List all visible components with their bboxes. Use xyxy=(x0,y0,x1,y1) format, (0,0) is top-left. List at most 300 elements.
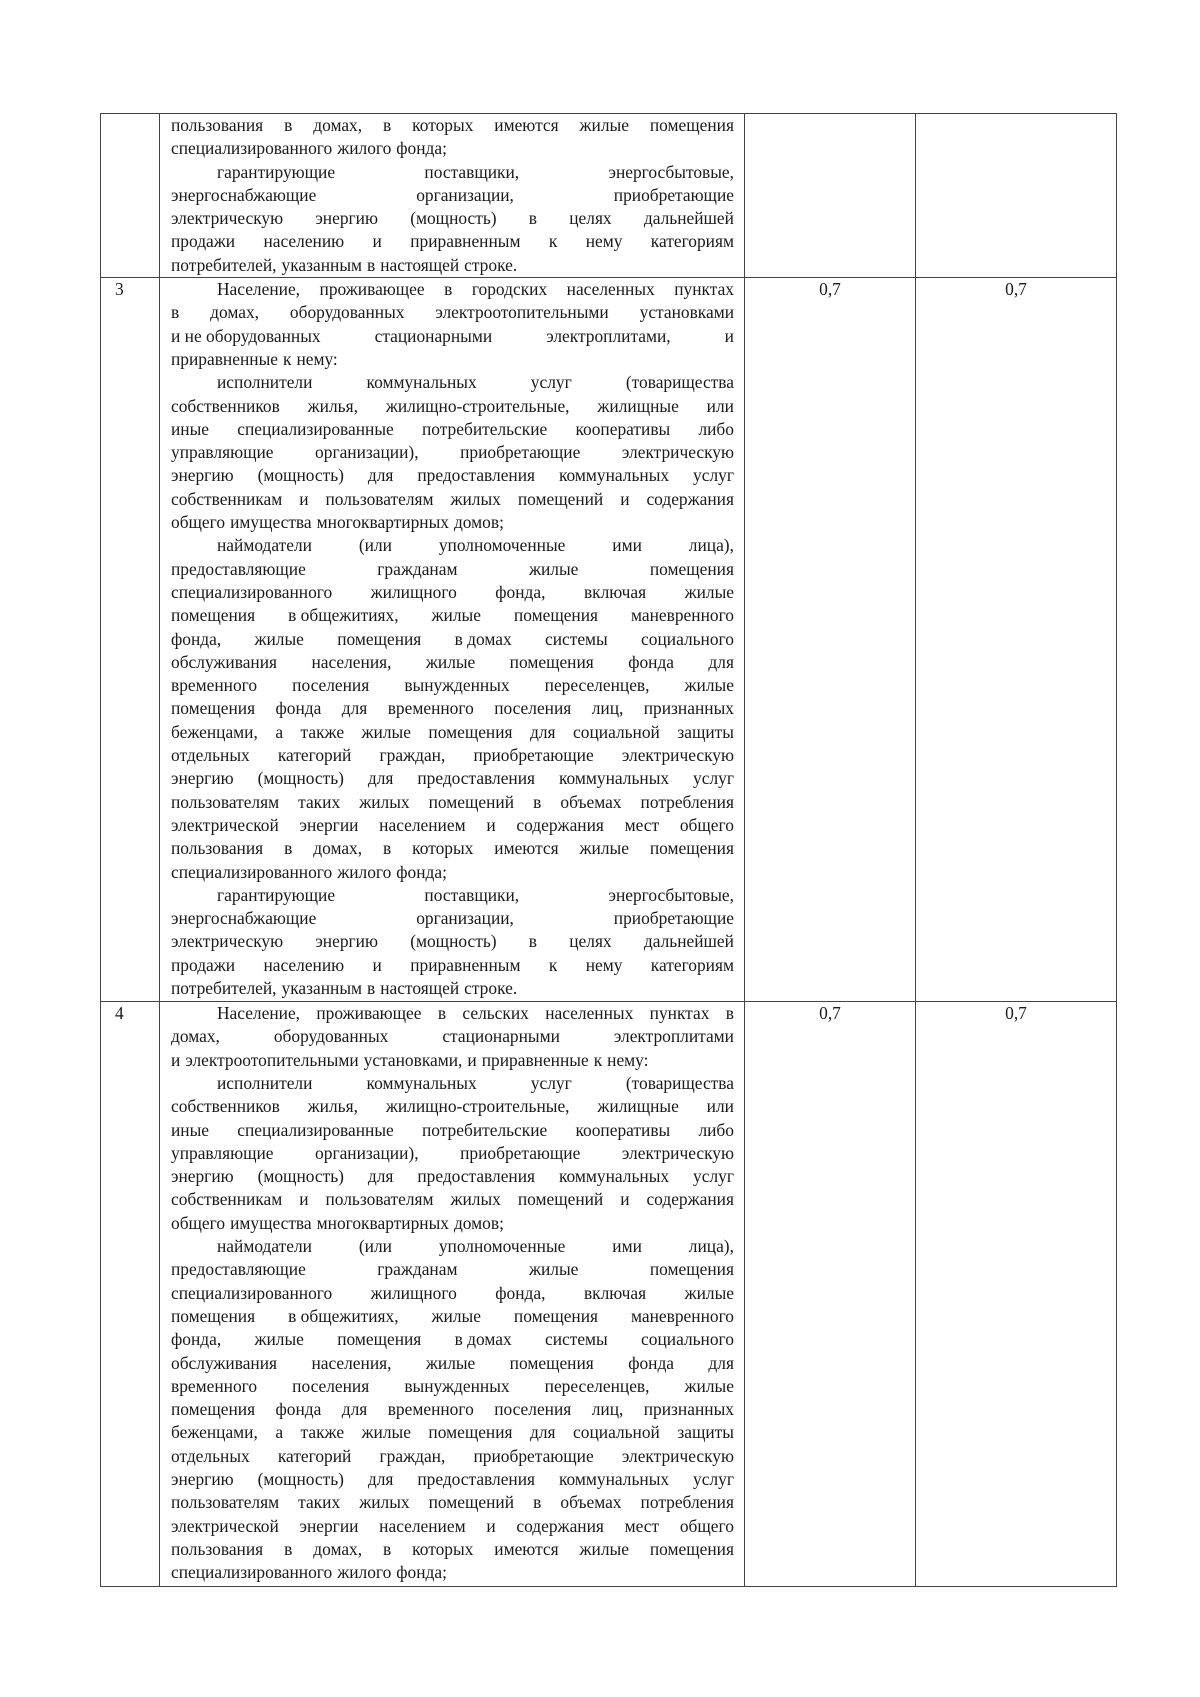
text-word: приравненные xyxy=(171,348,278,369)
text-word: содержания xyxy=(516,814,604,835)
text-line xyxy=(171,207,734,230)
text-word: также xyxy=(300,1422,345,1443)
text-word: жилищного xyxy=(370,581,457,602)
text-word: жилого xyxy=(337,138,392,159)
text-word: помещения xyxy=(509,1352,594,1373)
text-word: лица), xyxy=(688,1236,734,1257)
text-word: энергоснабжающие xyxy=(171,184,317,205)
description-paragraph xyxy=(171,534,734,883)
text-word: строке. xyxy=(464,977,518,998)
text-word: жилые xyxy=(684,1375,734,1396)
text-word: населением xyxy=(379,1515,466,1536)
text-word: наймодатели xyxy=(217,535,312,556)
text-word: домах, xyxy=(313,1538,363,1559)
text-word: фонда; xyxy=(396,861,447,882)
row-description xyxy=(160,1002,745,1587)
text-word: отдельных xyxy=(171,745,250,766)
text-line xyxy=(171,1375,734,1398)
text-word: энергию xyxy=(171,1166,234,1187)
text-word: социальной xyxy=(573,1422,660,1443)
text-line xyxy=(171,325,734,348)
text-word: электрическую xyxy=(621,1142,734,1163)
text-line xyxy=(171,907,734,930)
table-row xyxy=(101,1002,1117,1587)
text-word: помещения xyxy=(171,1305,256,1326)
text-word: приобретающие xyxy=(473,745,594,766)
text-word: потребительские xyxy=(421,418,548,439)
text-word: жилые xyxy=(254,1329,304,1350)
text-word: и xyxy=(620,1189,630,1210)
text-word: жилые xyxy=(684,675,734,696)
text-word: и xyxy=(486,1515,496,1536)
text-word: организации, xyxy=(416,908,514,929)
text-word: помещений xyxy=(428,1492,515,1513)
text-word: а xyxy=(275,1422,284,1443)
text-line xyxy=(171,837,734,860)
text-word: указанным xyxy=(281,254,363,275)
coefficient-value-1: 0,7 xyxy=(745,1002,916,1587)
text-word: приравненным xyxy=(410,231,521,252)
text-word: таких xyxy=(298,1492,341,1513)
coefficient-value-1: 0,7 xyxy=(745,278,916,1002)
text-word: пользования xyxy=(171,115,264,135)
text-word: содержания xyxy=(646,488,734,509)
text-word: электроплитами xyxy=(613,1026,734,1047)
description-paragraph xyxy=(171,1002,734,1072)
text-word: для xyxy=(367,1166,394,1187)
text-word: для xyxy=(708,651,734,672)
text-word: гражданам xyxy=(377,1259,458,1280)
text-word: к xyxy=(282,348,292,369)
text-word: для xyxy=(367,465,394,486)
text-word: временного xyxy=(387,1399,474,1420)
text-word: для xyxy=(367,768,394,789)
text-line xyxy=(171,1561,734,1584)
text-word: помещения xyxy=(509,651,594,672)
text-word: а xyxy=(275,721,284,742)
text-word: уполномоченные xyxy=(438,535,566,556)
text-word: переселенцев, xyxy=(544,1375,650,1396)
text-word: специализированного xyxy=(171,861,333,882)
text-word: общего xyxy=(171,512,226,533)
text-word: для xyxy=(367,1469,394,1490)
description-paragraph xyxy=(171,114,734,161)
text-word: коммунальных xyxy=(558,465,670,486)
text-word: для xyxy=(708,1352,734,1373)
text-word: фонда xyxy=(275,698,322,719)
text-word: которых xyxy=(412,115,474,135)
text-word: в xyxy=(383,838,392,859)
text-word: беженцами, xyxy=(171,721,258,742)
text-word: или xyxy=(706,395,734,416)
text-line xyxy=(171,814,734,837)
text-word: (или xyxy=(358,535,392,556)
text-word: фонда; xyxy=(396,138,447,159)
text-word: приобретающие xyxy=(613,908,734,929)
text-word: электрическую xyxy=(621,1445,734,1466)
text-word: в xyxy=(444,279,453,300)
text-word: фонда, xyxy=(171,1329,222,1350)
text-word: населением xyxy=(379,814,466,835)
row-number: 3 xyxy=(101,278,160,1002)
text-word: предоставления xyxy=(417,768,536,789)
text-line xyxy=(171,861,734,884)
text-word: жилые xyxy=(425,651,476,672)
text-word: жилые xyxy=(528,1259,579,1280)
text-line xyxy=(171,395,734,418)
text-word: населению xyxy=(263,954,345,975)
text-word: специализированного xyxy=(171,138,333,159)
text-word: фонда; xyxy=(396,1562,447,1583)
text-line xyxy=(171,674,734,697)
text-word: (мощность) xyxy=(257,465,344,486)
text-word: категориям xyxy=(650,954,734,975)
text-word: приобретающие xyxy=(473,1445,594,1466)
text-word: помещений xyxy=(517,1189,604,1210)
text-word: помещения xyxy=(649,1538,734,1559)
text-word: энергию xyxy=(171,768,234,789)
text-line xyxy=(171,1328,734,1351)
text-word: услуг xyxy=(530,1072,572,1093)
text-word: в xyxy=(383,1538,392,1559)
text-word: в общежитиях, xyxy=(288,605,399,626)
text-word: (мощность) xyxy=(257,1166,344,1187)
text-word: системы xyxy=(544,628,608,649)
text-line xyxy=(171,1515,734,1538)
text-word: стационарными xyxy=(442,1026,560,1047)
text-line xyxy=(171,1305,734,1328)
text-word: населения, xyxy=(311,651,392,672)
text-word: жилых xyxy=(450,1189,501,1210)
text-word: помещений xyxy=(428,791,515,812)
text-word: поселения xyxy=(292,675,370,696)
text-word: специализированные xyxy=(237,418,394,439)
text-word: помещения xyxy=(171,1399,256,1420)
text-line xyxy=(171,884,734,907)
text-word: обслуживания xyxy=(171,651,278,672)
text-word: энергоснабжающие xyxy=(171,908,317,929)
text-word: предоставления xyxy=(417,465,536,486)
text-word: помещения xyxy=(649,838,734,859)
text-word: социального xyxy=(641,628,734,649)
text-word: пользования xyxy=(171,838,264,859)
text-word: жилые xyxy=(361,721,411,742)
description-paragraph xyxy=(171,278,734,371)
text-word: многоквартирных xyxy=(316,512,449,533)
coefficient-value-2: 0,7 xyxy=(916,1002,1117,1587)
text-word: либо xyxy=(698,1119,734,1140)
text-word: в xyxy=(284,1538,293,1559)
text-word: поселения xyxy=(494,698,572,719)
text-line xyxy=(171,534,734,557)
text-word: (товарищества xyxy=(625,372,734,393)
text-word: коммунальных xyxy=(558,1166,670,1187)
text-line xyxy=(171,184,734,207)
text-word: оборудованных xyxy=(273,1026,389,1047)
text-word: нему xyxy=(585,231,623,252)
description-paragraph xyxy=(171,1235,734,1584)
text-line xyxy=(171,418,734,441)
text-word: мест xyxy=(624,814,660,835)
text-word: помещения xyxy=(649,1259,734,1280)
text-line xyxy=(171,1072,734,1095)
text-word: организации), xyxy=(315,442,419,463)
text-word: потребительские xyxy=(421,1119,548,1140)
text-word: потребления xyxy=(640,1492,734,1513)
text-word: признанных xyxy=(643,698,734,719)
text-word: жилые xyxy=(684,1282,734,1303)
text-word: помещения xyxy=(171,698,256,719)
text-word: защиты xyxy=(677,721,734,742)
text-word: отдельных xyxy=(171,1445,250,1466)
text-word: нему: xyxy=(607,1049,649,1070)
text-word: организации, xyxy=(416,184,514,205)
text-word: в xyxy=(367,977,376,998)
text-word: городских xyxy=(471,279,548,300)
text-line xyxy=(171,1282,734,1305)
text-word: (мощность) xyxy=(257,768,344,789)
text-line xyxy=(171,1002,734,1025)
text-word: в общежитиях, xyxy=(288,1305,399,1326)
text-word: для xyxy=(341,1399,368,1420)
text-line xyxy=(171,1538,734,1561)
text-word: включая xyxy=(583,1282,647,1303)
text-line xyxy=(171,1258,734,1281)
row-number: 4 xyxy=(101,1002,160,1587)
text-word: помещений xyxy=(517,488,604,509)
text-word: энергии xyxy=(299,814,359,835)
text-word: оборудованных xyxy=(289,302,405,323)
text-word: услуг xyxy=(693,1469,734,1490)
text-word: помещения xyxy=(649,115,734,135)
text-word: пользования xyxy=(171,1538,264,1559)
text-word: организации), xyxy=(315,1142,419,1163)
text-word: переселенцев, xyxy=(544,675,650,696)
text-line xyxy=(171,1119,734,1142)
text-word: управляющие xyxy=(171,1142,274,1163)
text-word: помещения xyxy=(513,1305,599,1326)
description-paragraph xyxy=(171,1072,734,1235)
text-word: электрической xyxy=(171,1515,279,1536)
text-word: электроотопительными xyxy=(185,1049,359,1070)
text-word: категориям xyxy=(650,231,734,252)
text-word: (мощность) xyxy=(257,1469,344,1490)
text-word: домов; xyxy=(453,1212,504,1233)
text-word: обслуживания xyxy=(171,1352,278,1373)
text-word: указанным xyxy=(281,977,363,998)
text-word: исполнители xyxy=(217,372,313,393)
text-line xyxy=(171,488,734,511)
description-paragraph xyxy=(171,161,734,277)
text-word: фонда, xyxy=(171,628,222,649)
text-line xyxy=(171,1025,734,1048)
text-word: фонда xyxy=(628,651,675,672)
text-word: установками, xyxy=(363,1049,463,1070)
text-word: фонда xyxy=(275,1399,322,1420)
text-word: жилые xyxy=(431,605,481,626)
text-word: домах, xyxy=(210,302,259,323)
text-word: системы xyxy=(544,1329,608,1350)
text-line xyxy=(171,721,734,744)
text-word: домах, xyxy=(313,115,363,135)
text-word: для xyxy=(530,721,556,742)
text-word: (мощность) xyxy=(410,931,497,952)
text-word: дальнейшей xyxy=(643,208,734,229)
text-word: энергосбытовые, xyxy=(608,161,734,182)
coefficient-value-2 xyxy=(916,114,1117,278)
text-word: общего xyxy=(171,1212,226,1233)
text-word: жилые xyxy=(431,1305,481,1326)
text-line xyxy=(171,137,734,160)
text-word: приобретающие xyxy=(460,1142,581,1163)
text-word: которых xyxy=(412,838,474,859)
text-line xyxy=(171,954,734,977)
coefficient-value-2: 0,7 xyxy=(916,278,1117,1002)
text-word: пользователям xyxy=(171,1492,280,1513)
text-word: домах, xyxy=(171,1026,220,1047)
text-word: специализированного xyxy=(171,1282,333,1303)
text-word: и xyxy=(299,488,309,509)
text-word: к xyxy=(548,231,558,252)
text-word: управляющие xyxy=(171,442,274,463)
text-line xyxy=(171,1188,734,1211)
text-word: иные xyxy=(171,418,210,439)
text-word: предоставляющие xyxy=(171,558,306,579)
text-word: приравненным xyxy=(410,954,521,975)
description-paragraph xyxy=(171,371,734,534)
text-word: в xyxy=(528,931,537,952)
text-line xyxy=(171,464,734,487)
text-line xyxy=(171,1142,734,1165)
text-word: электроплитами, xyxy=(546,325,671,346)
text-word: и xyxy=(372,231,382,252)
text-word: общего xyxy=(679,814,734,835)
text-line xyxy=(171,1468,734,1491)
text-word: в домах xyxy=(454,1329,512,1350)
text-word: общего xyxy=(679,1515,734,1536)
text-word: целях xyxy=(569,208,612,229)
text-word: исполнители xyxy=(217,1072,313,1093)
text-line xyxy=(171,254,734,277)
text-line xyxy=(171,977,734,1000)
text-word: приравненные xyxy=(481,1049,589,1070)
text-word: населению xyxy=(263,231,345,252)
text-word: специализированного xyxy=(171,581,333,602)
text-word: настоящей xyxy=(380,254,460,275)
text-word: поселения xyxy=(494,1399,572,1420)
text-word: к xyxy=(548,954,558,975)
text-word: жилые xyxy=(361,1422,411,1443)
text-line xyxy=(171,791,734,814)
text-word: услуг xyxy=(693,465,734,486)
text-word: населенных xyxy=(566,279,655,300)
text-word: жилые xyxy=(684,581,734,602)
text-word: приобретающие xyxy=(460,442,581,463)
text-word: целях xyxy=(569,931,612,952)
text-word: энергию xyxy=(171,1469,234,1490)
text-line xyxy=(171,1491,734,1514)
text-word: объемах xyxy=(560,1492,622,1513)
text-word: (мощность) xyxy=(410,208,497,229)
text-word: жилых xyxy=(359,791,410,812)
text-word: пользователям xyxy=(325,1189,434,1210)
text-word: собственников xyxy=(171,395,280,416)
text-line xyxy=(171,628,734,651)
text-word: собственникам xyxy=(171,1189,283,1210)
text-word: объемах xyxy=(560,791,622,812)
text-word: в xyxy=(533,1492,542,1513)
text-word: многоквартирных xyxy=(316,1212,449,1233)
text-word: содержания xyxy=(516,1515,604,1536)
text-line xyxy=(171,1235,734,1258)
text-word: маневренного xyxy=(631,605,734,626)
text-word: проживающее xyxy=(316,1003,422,1024)
text-word: граждан, xyxy=(379,1445,446,1466)
text-word: услуг xyxy=(530,372,572,393)
text-word: и xyxy=(467,1049,477,1070)
text-word: жилые xyxy=(579,838,629,859)
text-word: жилых xyxy=(359,1492,410,1513)
text-word: помещения xyxy=(428,1422,513,1443)
text-word: в xyxy=(284,838,293,859)
text-word: продажи xyxy=(171,231,236,252)
text-word: гарантирующие xyxy=(217,161,336,182)
text-word: предоставляющие xyxy=(171,1259,306,1280)
text-word: населенных xyxy=(545,1003,634,1024)
text-word: собственников xyxy=(171,1096,280,1117)
text-word: к xyxy=(593,1049,603,1070)
text-line xyxy=(171,930,734,953)
text-word: нему xyxy=(585,954,623,975)
text-word: для xyxy=(530,1422,556,1443)
text-word: энергию xyxy=(315,208,378,229)
text-line xyxy=(171,114,734,137)
text-word: временного xyxy=(171,1375,258,1396)
text-word: в xyxy=(528,208,537,229)
row-description xyxy=(160,278,745,1002)
text-word: жилых xyxy=(450,488,501,509)
text-word: в xyxy=(171,302,180,323)
text-word: коммунальных xyxy=(366,1072,477,1093)
text-word: защиты xyxy=(677,1422,734,1443)
text-word: энергию xyxy=(315,931,378,952)
text-word: (или xyxy=(358,1236,392,1257)
text-line xyxy=(171,1421,734,1444)
text-word: строке. xyxy=(464,254,518,275)
row-description xyxy=(160,114,745,278)
text-word: пунктах xyxy=(649,1003,710,1024)
text-word: либо xyxy=(698,418,734,439)
text-word: домов; xyxy=(453,512,504,533)
text-word: жилищные xyxy=(597,395,679,416)
text-word: имеются xyxy=(494,1538,559,1559)
text-word: потребителей, xyxy=(171,977,277,998)
text-line xyxy=(171,371,734,394)
text-word: электрическую xyxy=(171,931,284,952)
text-word: и xyxy=(299,1189,309,1210)
text-word: граждан, xyxy=(379,745,446,766)
text-word: лиц, xyxy=(591,698,624,719)
text-word: электрическую xyxy=(621,745,734,766)
text-word: пользователям xyxy=(325,488,434,509)
text-word: (товарищества xyxy=(625,1072,734,1093)
text-word: признанных xyxy=(643,1399,734,1420)
text-word: поселения xyxy=(292,1375,370,1396)
text-word: в xyxy=(383,115,392,135)
text-word: помещения xyxy=(428,721,513,742)
text-word: имущества xyxy=(230,1212,312,1233)
text-word: помещения xyxy=(337,628,422,649)
